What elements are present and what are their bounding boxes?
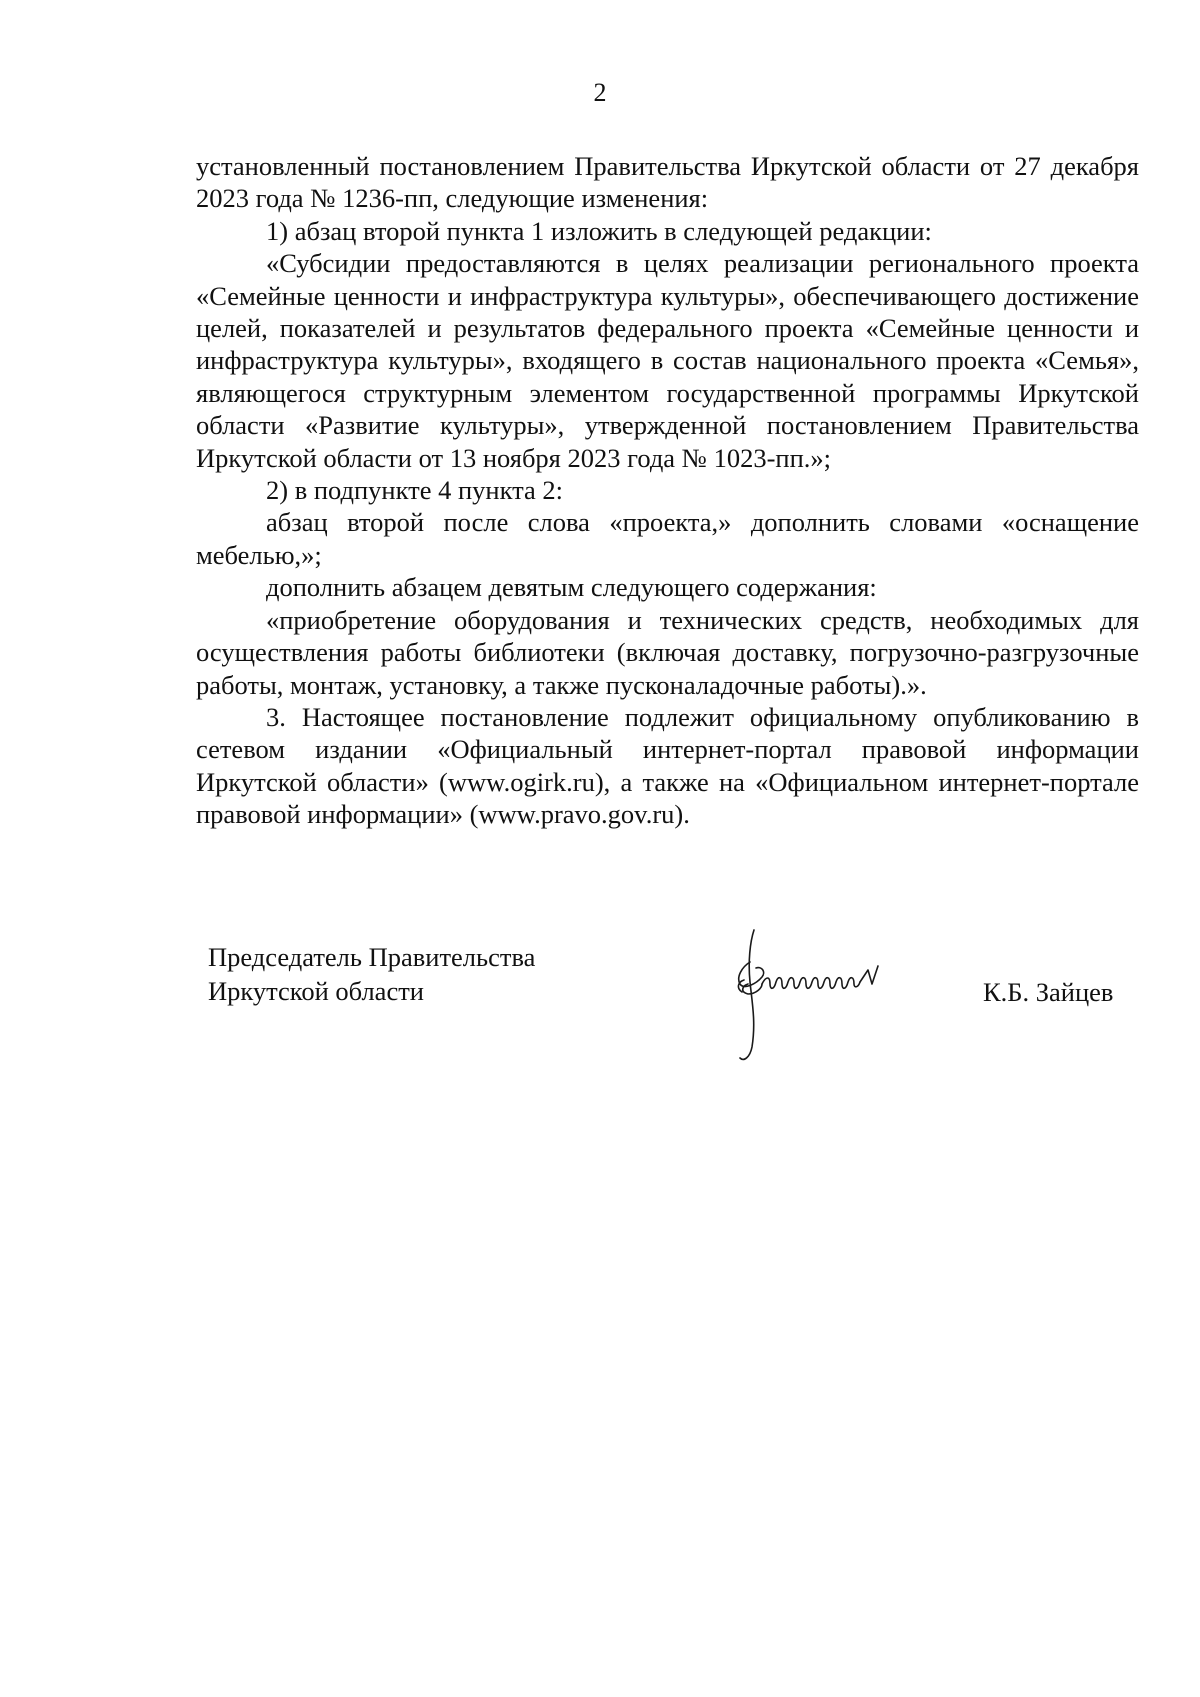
paragraph-quoted-subsidy: «Субсидии предоставляются в целях реализации регионального проекта «Семейные ценности и инфраструктура культуры», обеспечивающего достижение целей, показателей и результатов федерального проекта «Семейные ценности и инфраструктура культуры», входящего в состав национального проекта «Семья», являющегося структурным элементом государственной программы Иркутской области «Развитие культуры», утвержденной постановлением Правительства Иркутской области от 13 ноября 2023 года № 1023-пп.»; — [196, 248, 1139, 473]
signer-name: К.Б. Зайцев — [983, 977, 1114, 1007]
document-body — [196, 150, 1139, 831]
paragraph-continuation: установленный постановлением Правительства Иркутской области от 27 декабря 2023 года № 1236-пп, следующие изменения: — [196, 151, 1139, 214]
paragraph-quoted-equipment: «приобретение оборудования и технических средств, необходимых для осуществления работы библиотеки (включая доставку, погрузочно-разгрузочные работы, монтаж, установку, а также пусконаладочные работы).». — [196, 604, 1139, 700]
paragraph-amendment-ninth: дополнить абзацем девятым следующего содержания: — [266, 572, 877, 603]
page-number: 2 — [593, 78, 607, 107]
signer-position-line-1: Председатель Правительства — [208, 942, 536, 972]
signer-position — [208, 940, 535, 1008]
paragraph-item-2: 2) в подпункте 4 пункта 2: — [266, 475, 564, 506]
signer-position-line-2: Иркутской области — [208, 976, 424, 1006]
paragraph-publication: 3. Настоящее постановление подлежит официальному опубликованию в сетевом издании «Официальный интернет-портал правовой информации Иркутской области» (www.ogirk.ru), а также на «Официальном интернет-портале правовой информации» (www.pravo.gov.ru). — [196, 701, 1139, 830]
paragraph-item-1: 1) абзац второй пункта 1 изложить в следующей редакции: — [266, 215, 932, 246]
paragraph-amendment-second: абзац второй после слова «проекта,» дополнить словами «оснащение мебелью,»; — [196, 507, 1139, 570]
handwritten-signature — [722, 922, 922, 1072]
